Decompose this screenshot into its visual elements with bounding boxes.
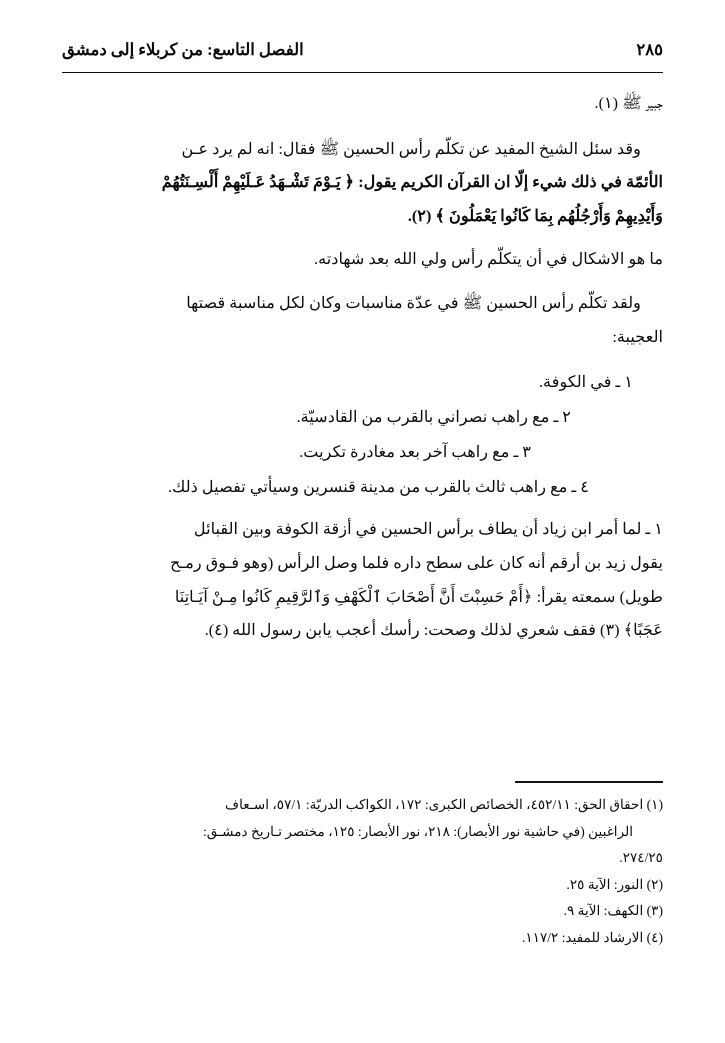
paragraph-2: ما هو الاشكال في أن يتكلّم رأس ولي الله بعد شهادته. bbox=[314, 250, 663, 269]
page-number: ٢٨٥ bbox=[636, 40, 663, 59]
footnotes-section bbox=[62, 792, 663, 951]
list-item: ٣ ـ مع راهب آخر بعد مغادرة تكريت. bbox=[299, 442, 531, 461]
footnote-1-line-1: (١) احقاق الحق: ٤٥٢/١١، الخصائص الكبرى: ١٧٢، الكواكب الدريّة: ٥٧/١، اسـعاف bbox=[225, 797, 663, 812]
list-item: ١ ـ في الكوفة. bbox=[538, 373, 633, 392]
list-item: ٢ ـ مع راهب نصراني بالقرب من القادسيّة. bbox=[296, 407, 571, 426]
header-divider bbox=[62, 72, 663, 73]
footnote-2: (٢) النور: الآية ٢٥. bbox=[566, 876, 663, 892]
paragraph-3-line-1: ولقد تكلّم رأس الحسين ﷺ في عدّة مناسبات وكان لكل مناسبة قصتها bbox=[186, 293, 641, 312]
footnote-1-line-2: الراغبين (في حاشية نور الأبصار): ٢١٨، نور الأبصار: ١٢٥، مختصر تـاريخ دمشـق: bbox=[203, 823, 633, 839]
footnote-1-line-3: ٢٧٤/٢٥. bbox=[619, 850, 663, 865]
page-body bbox=[62, 88, 663, 649]
paragraph-1-line-3: وَأَيْدِيهِمْ وَأَرْجُلُهُم بِمَا كَانُوا يَعْمَلُونَ ﴾ (٢). bbox=[407, 206, 663, 225]
footnote-4: (٤) الارشاد للمفيد: ١١٧/٢. bbox=[521, 929, 663, 945]
paragraph-4-line-2: يقول زيد بن أرقم أنه كان على سطح داره فلما وصل الرأس (وهو فـوق رمـح bbox=[170, 554, 663, 573]
chapter-title: الفصل التاسع: من كربلاء إلى دمشق bbox=[62, 40, 304, 59]
paragraph-4-line-1: ١ ـ لما أمر ابن زياد أن يطاف برأس الحسين في أزقة الكوفة وبين القبائل bbox=[193, 520, 663, 539]
page-header bbox=[62, 40, 663, 60]
footnote-divider bbox=[515, 781, 663, 783]
paragraph-4-line-4: عَجَبًا﴾ (٣) فقف شعري لذلك وصحت: رأسك أعجب يابن رسول الله (٤). bbox=[204, 621, 663, 640]
list-item: ٤ ـ مع راهب ثالث بالقرب من مدينة قنسرين وسيأتي تفصيل ذلك. bbox=[168, 477, 589, 496]
paragraph-1-line-1: وقد سئل الشيخ المفيد عن تكلّم رأس الحسين ﷺ فقال: انه لم يرد عـن bbox=[181, 139, 641, 158]
footnote-3: (٣) الكهف: الآية ٩. bbox=[563, 903, 663, 918]
paragraph-1-line-2: الأئمّة في ذلك شيء إلّا ان القرآن الكريم يقول: ﴿ يَـوْمَ تَشْـهَدُ عَـلَيْهِمْ أَلْسِـنَتُهُمْ bbox=[161, 173, 663, 192]
body-line-top: جبير ﷺ (١). bbox=[594, 94, 663, 112]
paragraph-3-line-2: العجيبة: bbox=[612, 327, 663, 346]
paragraph-4-line-3: طويل) سمعته يقرأ: ﴿أَمْ حَسِبْتَ أَنَّ أَصْحَابَ ٱلْكَهْفِ وَٱلرَّقِيمِ كَانُوا مِـنْ آيَـاتِنَا bbox=[174, 587, 663, 606]
